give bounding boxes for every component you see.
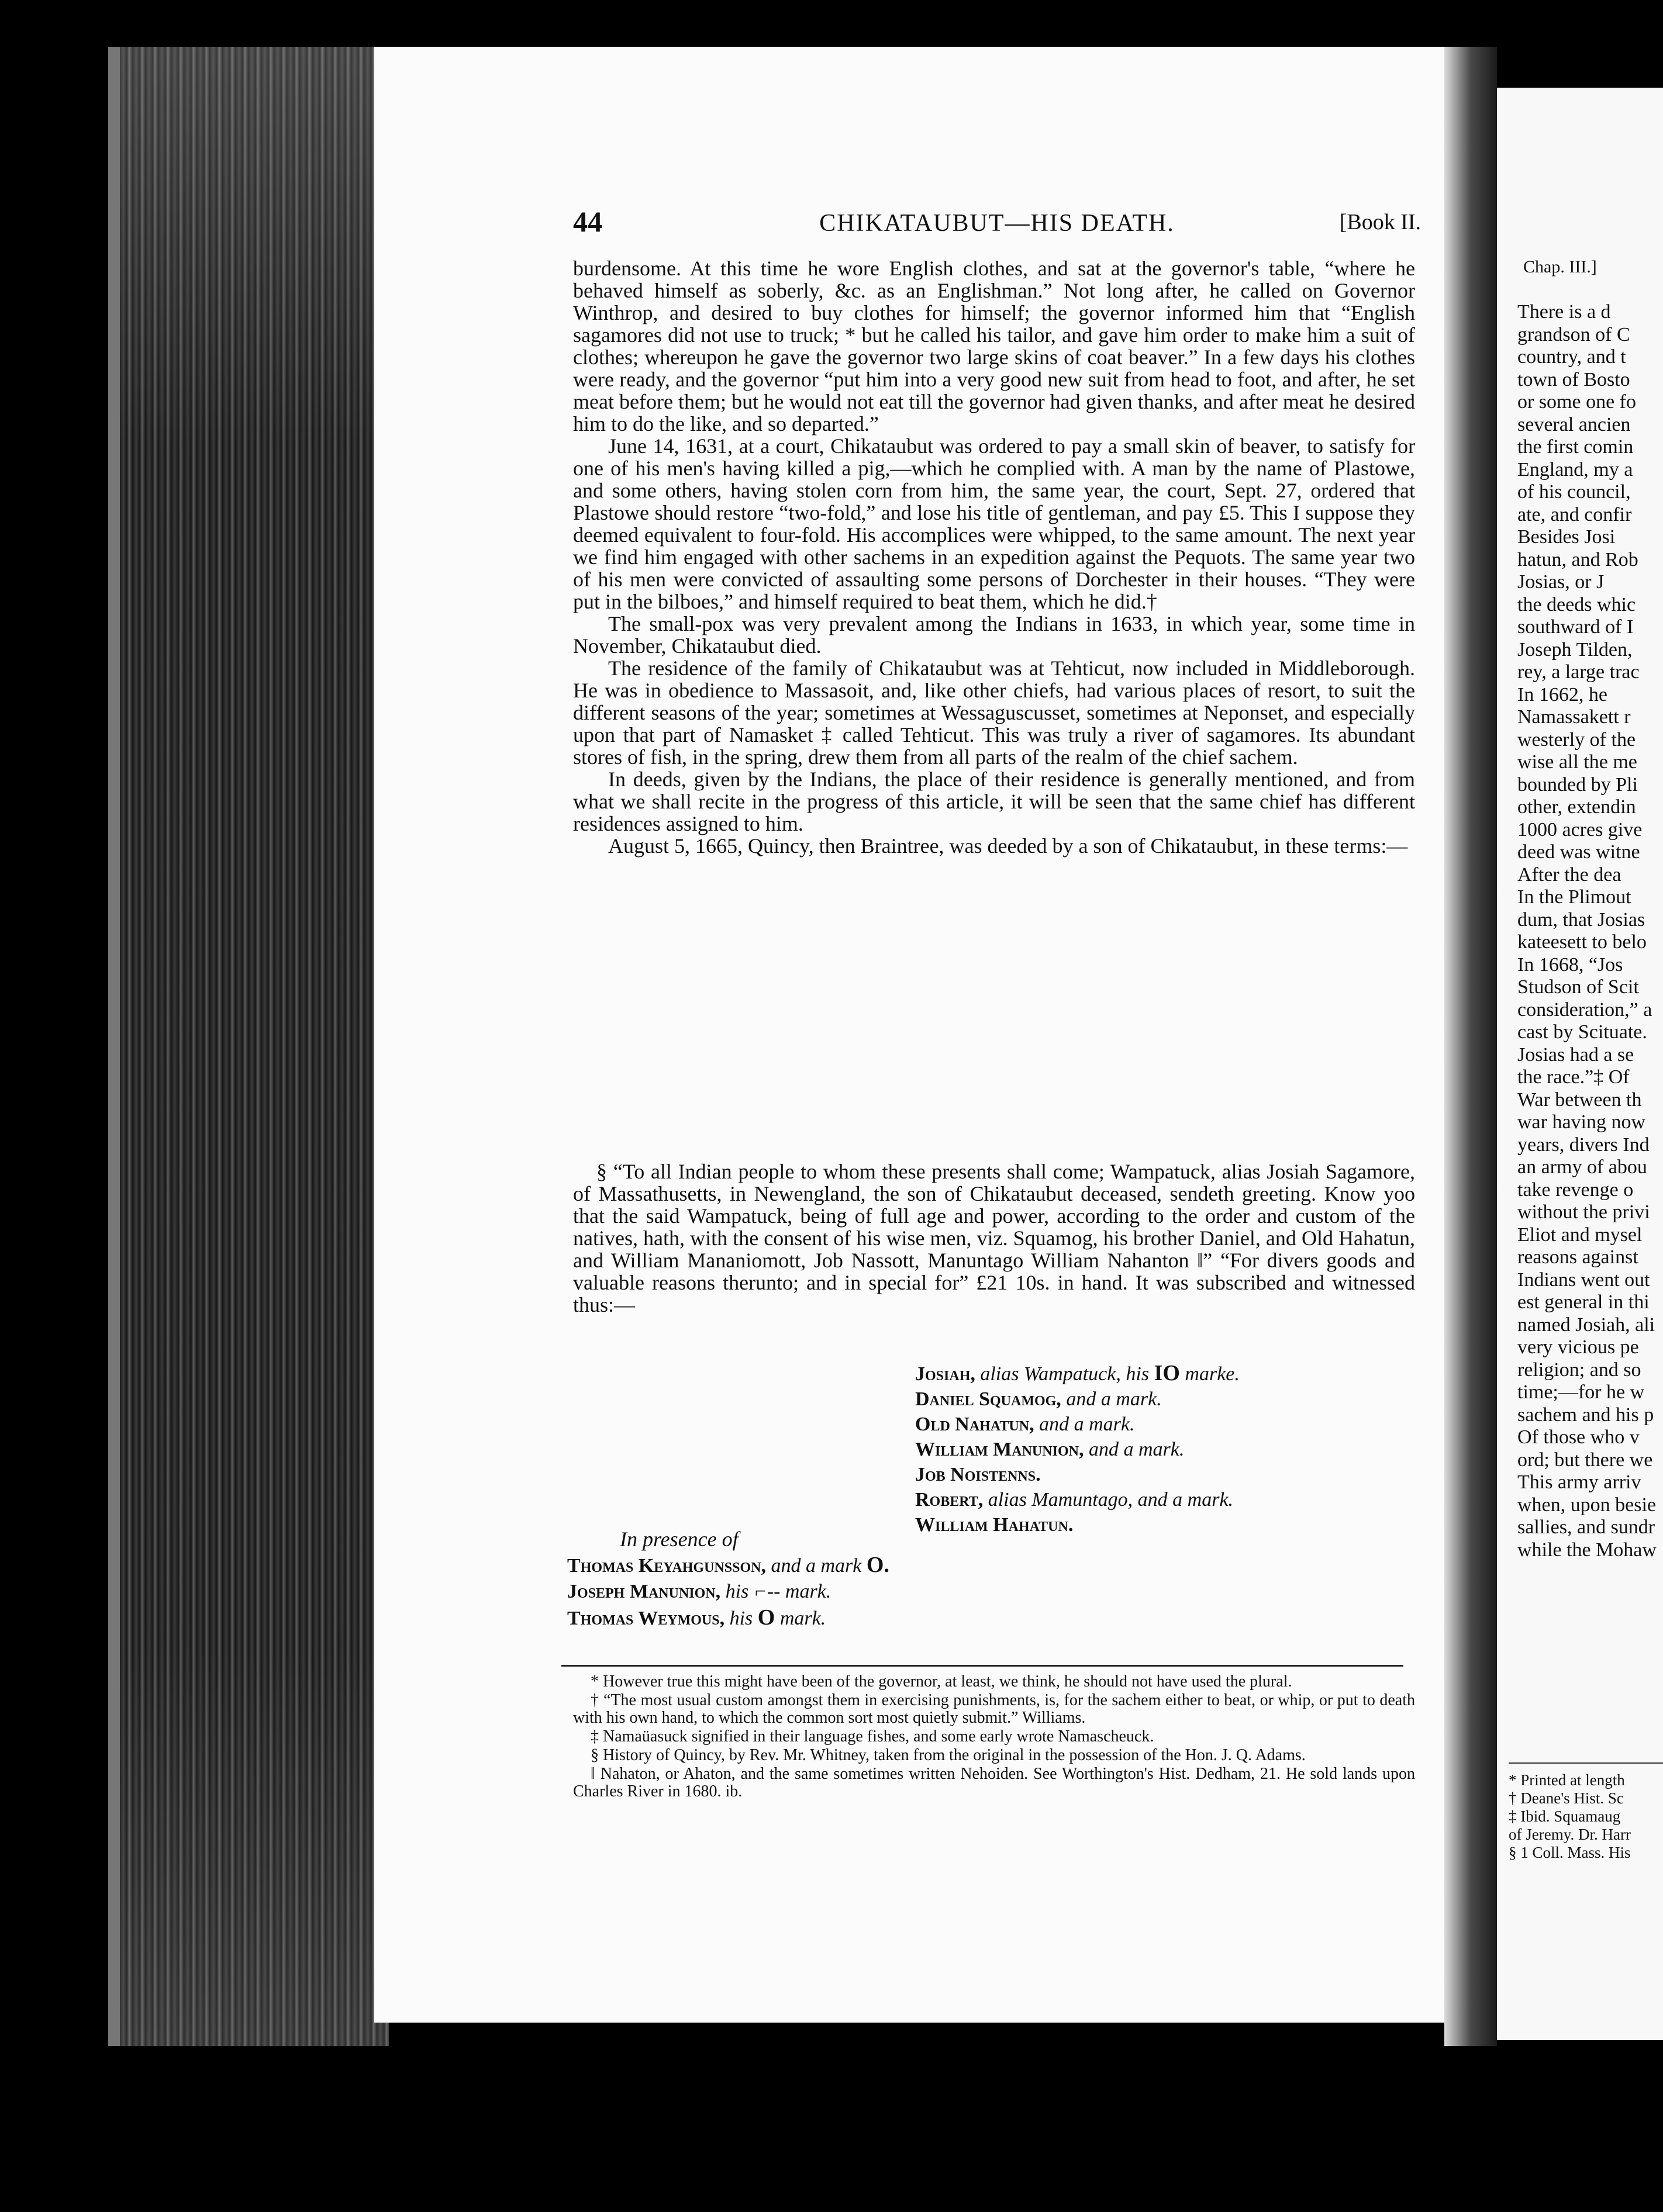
right-page-text: [1517, 301, 1663, 1561]
right-page-line: named Josiah, ali: [1517, 1314, 1655, 1336]
right-page-line: Indians went out: [1517, 1269, 1650, 1291]
right-page-line: deed was witne: [1517, 841, 1640, 863]
book-label: [Book II.: [1339, 210, 1421, 234]
witness: Thomas Keyahgunsson, and a mark O.: [567, 1553, 889, 1577]
right-page-line: of his council,: [1517, 481, 1631, 503]
right-page-line: rey, a large trac: [1517, 661, 1640, 683]
right-page-line: time;—for he w: [1517, 1381, 1645, 1403]
witnesses-list: [567, 1552, 889, 1632]
right-page-line: take revenge o: [1517, 1178, 1634, 1201]
paragraph: August 5, 1665, Quincy, then Braintree, was deeded by a son of Chikataubut, in these terms:—: [608, 834, 1408, 858]
right-page-line: the deeds whic: [1517, 593, 1636, 616]
right-page-line: wise all the me: [1517, 751, 1637, 773]
right-page-line: In 1662, he: [1517, 683, 1607, 706]
witness: Thomas Weymous, his O mark.: [567, 1605, 826, 1630]
signatory: Robert, alias Mamuntago, and a mark.: [915, 1489, 1234, 1511]
page-header: [573, 205, 1421, 251]
right-page-line: This army arriv: [1517, 1471, 1641, 1493]
right-page-line: other, extendin: [1517, 796, 1636, 818]
right-page-line: Josias had a se: [1517, 1043, 1634, 1066]
signatory: William Hahatun.: [915, 1514, 1074, 1536]
right-page-line: without the privi: [1517, 1201, 1650, 1223]
book-gutter: [1444, 47, 1497, 2046]
right-page-footnote: § 1 Coll. Mass. His: [1509, 1844, 1631, 1861]
signatory: Job Noistenns.: [915, 1464, 1041, 1485]
right-page-line: In 1668, “Jos: [1517, 953, 1623, 976]
witness: Joseph Manunion, his ⌐-- mark.: [567, 1581, 832, 1602]
footnote: ‡ Namaüasuck signified in their language fishes, and some early wrote Namascheuck.: [591, 1727, 1154, 1746]
right-page-line: southward of I: [1517, 616, 1634, 638]
right-page-line: years, divers Ind: [1517, 1133, 1650, 1156]
right-page-line: sachem and his p: [1517, 1404, 1654, 1426]
right-page-line: an army of abou: [1517, 1156, 1647, 1178]
witness-mark: O.: [866, 1553, 889, 1577]
right-page-footnote-divider: [1509, 1762, 1663, 1764]
right-page-line: while the Mohaw: [1517, 1539, 1657, 1561]
right-page-line: War between th: [1517, 1088, 1642, 1111]
page-number: 44: [573, 205, 602, 238]
right-page-line: After the dea: [1517, 863, 1621, 886]
right-page-line: several ancien: [1517, 413, 1631, 436]
right-page-chapter-label: Chap. III.]: [1523, 257, 1597, 276]
right-page-line: kateesett to belo: [1517, 931, 1647, 953]
right-page-line: bounded by Pli: [1517, 773, 1638, 796]
right-page-line: war having now: [1517, 1111, 1646, 1133]
right-page-line: 1000 acres give: [1517, 818, 1643, 841]
right-page-line: Studson of Scit: [1517, 976, 1639, 998]
right-page-line: the race.”‡ Of: [1517, 1066, 1630, 1088]
right-page-line: dum, that Josias: [1517, 908, 1645, 931]
signatory: Josiah, alias Wampatuck, his IO marke.: [915, 1361, 1240, 1385]
right-page-line: town of Bosto: [1517, 368, 1630, 390]
right-page-line: ate, and confir: [1517, 503, 1632, 526]
right-page-line: consideration,” a: [1517, 998, 1652, 1021]
right-page-footnotes: [1509, 1771, 1663, 1862]
right-page-line: Joseph Tilden,: [1517, 638, 1633, 661]
right-page-line: religion; and so: [1517, 1359, 1641, 1381]
presence-label: In presence of: [620, 1527, 739, 1551]
footnote: § History of Quincy, by Rev. Mr. Whitney, taken from the original in the possession of the Hon. J. Q. Adams.: [591, 1746, 1306, 1764]
footnote-divider: [561, 1665, 1403, 1667]
right-page-line: reasons against: [1517, 1246, 1638, 1268]
right-page-line: cast by Scituate.: [1517, 1021, 1647, 1043]
signatory: William Manunion, and a mark.: [915, 1439, 1185, 1460]
signatory: Old Nahatun, and a mark.: [915, 1413, 1135, 1435]
right-page-line: Namassakett r: [1517, 706, 1631, 728]
signatories-list: [915, 1361, 1240, 1537]
paragraph: In deeds, given by the Indians, the place of their residence is generally mentioned, and from what we shall recite in the progress of this article, it will be seen that the same chief has different residences assigned to him.: [573, 768, 1415, 835]
book-page-edges: [108, 47, 389, 2046]
right-page-line: hatun, and Rob: [1517, 548, 1638, 571]
paragraph: The small-pox was very prevalent among the Indians in 1633, in which year, some time in November, Chikataubut died.: [573, 612, 1415, 658]
right-page-footnote: ‡ Ibid. Squamaug: [1509, 1807, 1621, 1825]
right-page-footnote: † Deane's Hist. Sc: [1509, 1789, 1624, 1807]
right-page-footnote: * Printed at length: [1509, 1771, 1625, 1789]
right-page-line: Of those who v: [1517, 1426, 1640, 1448]
right-page-line: when, upon besie: [1517, 1494, 1657, 1516]
witness-mark: O: [757, 1605, 775, 1630]
deed-text: § “To all Indian people to whom these presents shall come; Wampatuck, alias Josiah Sagamore, of Massathusetts, in Newengland, the son of Chikataubut deceased, sendeth greeting. Know yoo that the said Wampatuck, being of full age and power, according to the order and custom of the natives, hath, with the consent of his wise men, viz. Squamog, his brother Daniel, and Old Hahatun, and William Mananiomott, Job Nassott, Manuntago William Nahanton ‖” “For divers goods and valuable reasons therunto; and in special for” £21 10s. in hand. It was subscribed and witnessed thus:—: [573, 1160, 1415, 1316]
right-page-footnote: of Jeremy. Dr. Harr: [1509, 1826, 1631, 1843]
body-text: [573, 257, 1415, 857]
paragraph: June 14, 1631, at a court, Chikataubut was ordered to pay a small skin of beaver, to satisfy for one of his men's having killed a pig,—which he complied with. A man by the name of Plastowe, and some others, having stolen corn from him, the same year, the court, Sept. 27, ordered that Plastowe should restore “two-fold,” and lose his title of gentleman, and pay £5. This I suppose they deemed equivalent to four-fold. His accomplices were whipped, to the same amount. The next year we find him engaged with other sachems in an expedition against the Pequots. The same year two of his men were convicted of assaulting some persons of Dorchester in their houses. “They were put in the bilboes,” and himself required to beat them, which he did.†: [573, 434, 1415, 613]
footnote: * However true this might have been of the governor, at least, we think, he should not have used the plural.: [591, 1672, 1292, 1691]
right-page-line: sallies, and sundr: [1517, 1516, 1655, 1538]
right-page-line: ord; but there we: [1517, 1449, 1653, 1471]
right-page-line: the first comin: [1517, 436, 1634, 458]
right-page-line: Josias, or J: [1517, 571, 1605, 593]
deed-quotation: [573, 1160, 1415, 1316]
footnote: ‖ Nahaton, or Ahaton, and the same sometimes written Nehoiden. See Worthington's Hist. Dedham, 21. He sold lands upon Charles River in 1680. ib.: [573, 1765, 1415, 1800]
signature-mark: IO: [1154, 1361, 1180, 1385]
right-page-line: grandson of C: [1517, 323, 1630, 345]
right-page-line: or some one fo: [1517, 391, 1637, 413]
right-page-line: England, my a: [1517, 458, 1633, 481]
footnotes: [573, 1673, 1415, 1802]
right-page-line: country, and t: [1517, 346, 1626, 368]
right-page-line: There is a d: [1517, 301, 1611, 323]
running-title: CHIKATAUBUT—HIS DEATH.: [819, 210, 1175, 237]
right-page-line: westerly of the: [1517, 728, 1636, 751]
right-page-line: very vicious pe: [1517, 1336, 1639, 1358]
paragraph: burdensome. At this time he wore English clothes, and sat at the governor's table, “where he behaved himself as soberly, &c. as an Englishman.” Not long after, he called on Governor Winthrop, and desired to buy clothes for himself; the governor informed him that “English sagamores did not use to truck; * but he called his tailor, and gave him order to make him a suit of clothes; whereupon he gave the governor two large skins of coat beaver.” In a few days his clothes were ready, and the governor “put him into a very good new suit from head to foot, and after, he set meat before them; but he would not eat till the governor had given thanks, and after meat he desired him to do the like, and so departed.”: [573, 257, 1415, 436]
footnote: † “The most usual custom amongst them in exercising punishments, is, for the sachem either to beat, or whip, or put to death with his own hand, to which the common sort most quietly submit.” Williams.: [573, 1691, 1415, 1727]
right-page-line: Besides Josi: [1517, 526, 1616, 548]
right-page-line: In the Plimout: [1517, 886, 1631, 908]
signatory: Daniel Squamog, and a mark.: [915, 1388, 1162, 1410]
paragraph: The residence of the family of Chikataubut was at Tehticut, now included in Middleborough. He was in obedience to Massasoit, and, like other chiefs, had various places of resort, to suit the different seasons of the year; sometimes at Wessaguscusset, sometimes at Neponset, and especially upon that part of Namasket ‡ called Tehticut. This was truly a river of sagamores. Its abundant stores of fish, in the spring, drew them from all parts of the realm of the chief sachem.: [573, 656, 1415, 769]
right-page-line: est general in thi: [1517, 1291, 1650, 1313]
right-page-line: Eliot and mysel: [1517, 1223, 1643, 1246]
